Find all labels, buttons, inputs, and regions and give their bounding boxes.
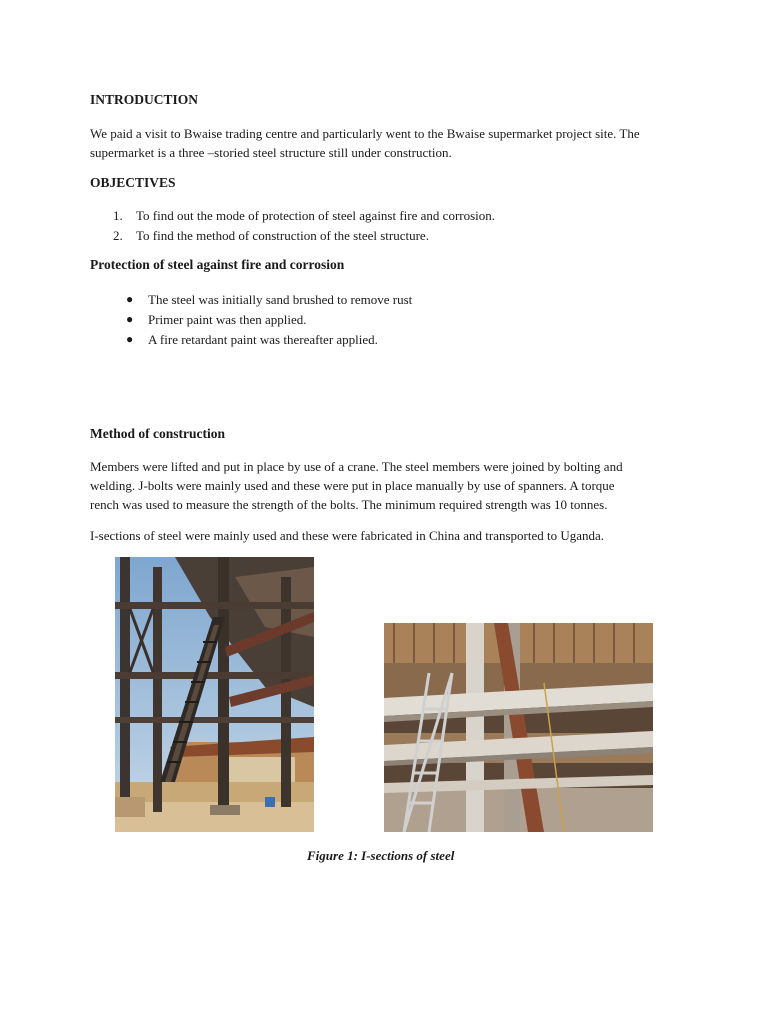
objective-item xyxy=(0,206,768,225)
objective-number: 2. xyxy=(113,228,123,243)
protection-item xyxy=(0,290,768,309)
objective-text: To find the method of construction of the steel structure. xyxy=(136,228,429,243)
bullet-icon: ● xyxy=(126,312,134,326)
i-beam-scaffold-photo xyxy=(384,623,653,832)
protection-item-text: Primer paint was then applied. xyxy=(148,312,307,327)
bullet-icon: ● xyxy=(126,332,134,346)
figure-caption: Figure 1: I-sections of steel xyxy=(307,848,455,863)
protection-item-text: A fire retardant paint was thereafter applied. xyxy=(148,332,378,347)
introduction-line-2: supermarket is a three –storied steel structure still under construction. xyxy=(90,145,452,160)
introduction-heading: INTRODUCTION xyxy=(90,92,199,107)
objective-text: To find out the mode of protection of steel against fire and corrosion. xyxy=(136,208,496,223)
objective-number: 1. xyxy=(113,208,123,223)
protection-heading: Protection of steel against fire and corrosion xyxy=(90,257,345,272)
protection-item xyxy=(0,310,768,329)
bullet-icon: ● xyxy=(126,292,134,306)
method-line-1: Members were lifted and put in place by use of a crane. The steel members were joined by bolting and xyxy=(90,459,623,474)
protection-item xyxy=(0,330,768,349)
introduction-line-1: We paid a visit to Bwaise trading centre and particularly went to the Bwaise supermarket project site. The xyxy=(90,126,640,141)
method-line-3: rench was used to measure the strength of the bolts. The minimum required strength was 10 tonnes. xyxy=(90,497,608,512)
protection-item-text: The steel was initially sand brushed to remove rust xyxy=(148,292,413,307)
method-paragraph-2: I-sections of steel were mainly used and these were fabricated in China and transported to Uganda. xyxy=(90,528,605,543)
method-heading: Method of construction xyxy=(90,426,225,441)
method-line-2: welding. J-bolts were mainly used and these were put in place manually by use of spanners. A torque xyxy=(90,478,615,493)
objectives-heading: OBJECTIVES xyxy=(90,175,176,190)
objective-item xyxy=(0,226,768,245)
steel-frame-photo xyxy=(115,557,314,832)
